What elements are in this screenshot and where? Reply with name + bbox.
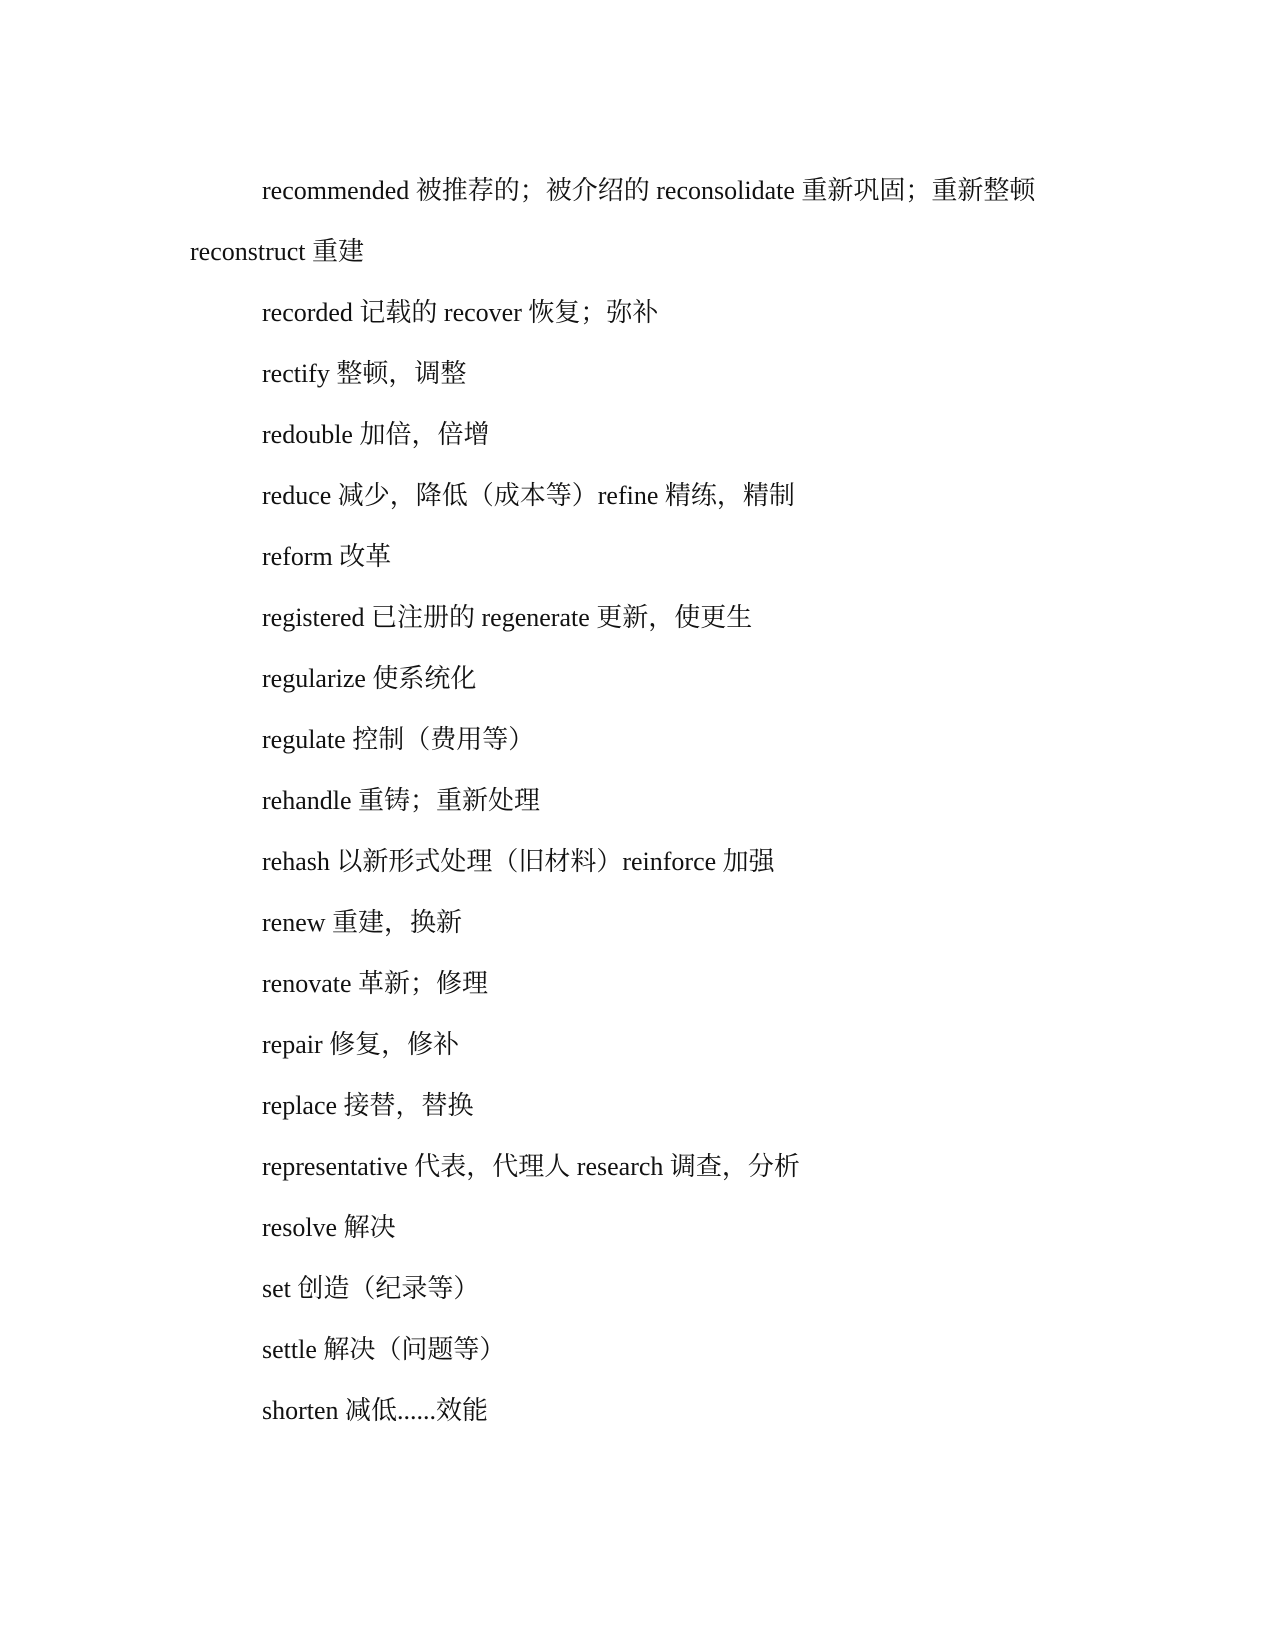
vocab-paragraph: repair 修复，修补 (262, 1030, 460, 1059)
vocab-paragraph: rectify 整顿，调整 (262, 359, 467, 388)
vocab-paragraph: renew 重建，换新 (262, 908, 463, 937)
vocab-paragraph: representative 代表，代理人 research 调查，分析 (262, 1152, 800, 1181)
vocab-paragraph: shorten 减低......效能 (262, 1396, 489, 1425)
vocab-paragraph: recorded 记载的 recover 恢复；弥补 (262, 298, 659, 327)
vocabulary-list (190, 160, 1070, 1441)
vocab-paragraph: replace 接替，替换 (262, 1091, 474, 1120)
vocab-paragraph: registered 已注册的 regenerate 更新，使更生 (262, 603, 753, 632)
vocab-paragraph: set 创造（纪录等） (262, 1274, 480, 1303)
vocab-paragraph: settle 解决（问题等） (262, 1335, 506, 1364)
vocab-paragraph: reform 改革 (262, 542, 392, 571)
vocab-paragraph: regularize 使系统化 (262, 664, 477, 693)
vocab-paragraph: regulate 控制（费用等） (262, 725, 535, 754)
vocab-paragraph: recommended 被推荐的；被介绍的 reconsolidate 重新巩固；重新整顿 reconstruct 重建 (190, 176, 1036, 266)
vocab-paragraph: rehash 以新形式处理（旧材料）reinforce 加强 (262, 847, 775, 876)
vocab-paragraph: redouble 加倍，倍增 (262, 420, 490, 449)
vocab-paragraph: reduce 减少，降低（成本等）refine 精练，精制 (262, 481, 795, 510)
vocab-paragraph: renovate 革新；修理 (262, 969, 489, 998)
vocab-paragraph: rehandle 重铸；重新处理 (262, 786, 541, 815)
vocab-paragraph: resolve 解决 (262, 1213, 396, 1242)
